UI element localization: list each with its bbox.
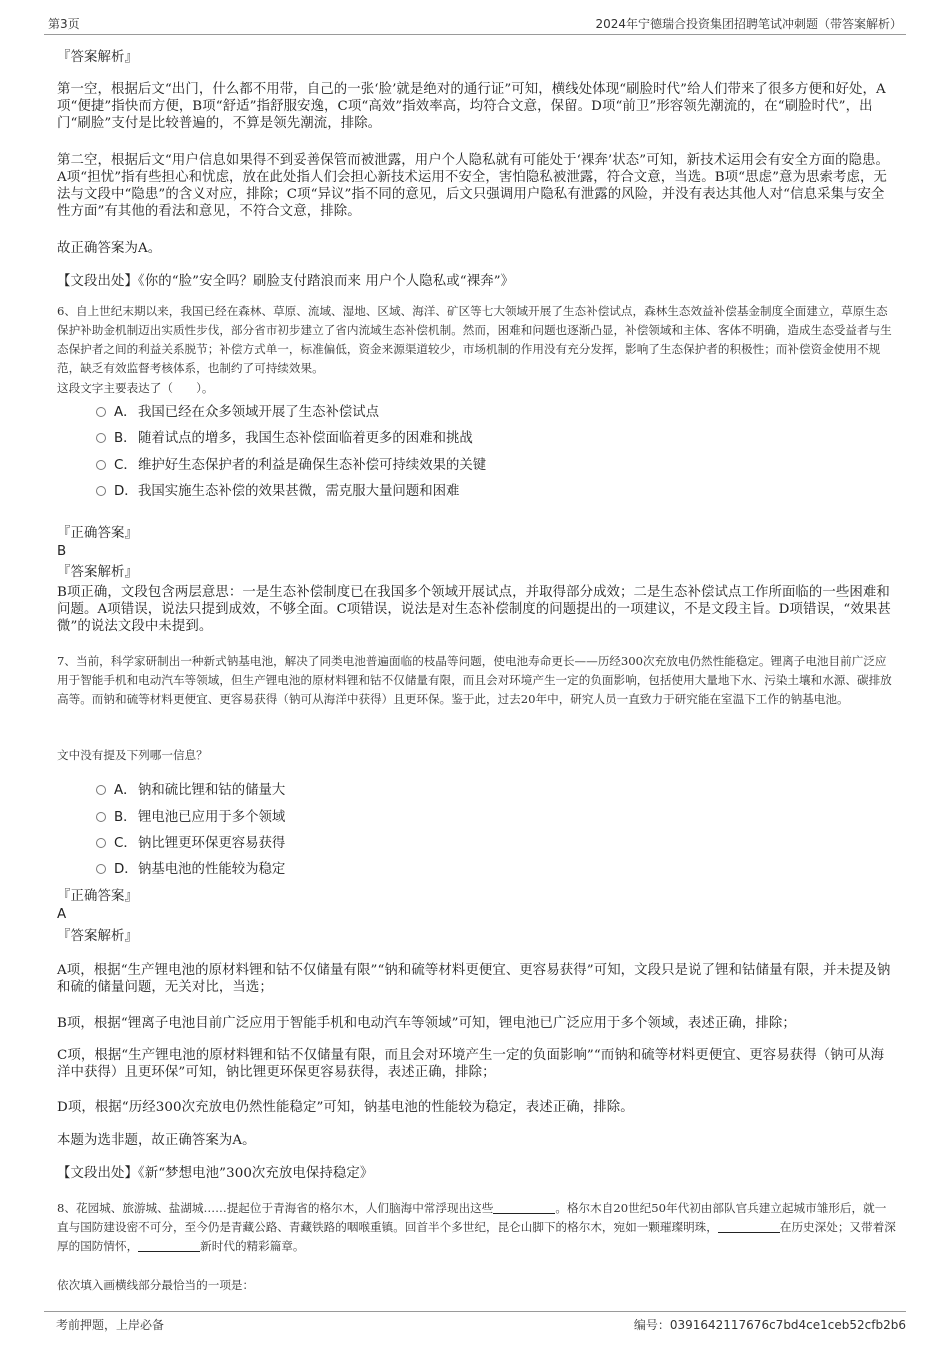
q7-analysis-a: A项，根据“生产锂电池的原材料锂和钴不仅储量有限”“钠和硫等材料更便宜、更容易获得”可知，文段只是说了锂和钴储量有限，并未提及钠和硫的储量问题，无关对比，当选； — [57, 963, 891, 995]
radio-icon[interactable] — [96, 407, 106, 417]
q5-analysis-p1: 第一空，根据后文“出门，什么都不用带，自己的一张‘脸’就是绝对的通行证”可知，横线处体现“刷脸时代”给人们带来了很多方便和好处，A项“便捷”指快而方便，B项“舒适”指舒服安逸，C项“高效”指效率高，均符合文意，保留。D项“前卫”形容领先潮流的，在“刷脸时代”，出门“刷脸”支付是比较普遍的，不算是领先潮流，排除。 — [57, 82, 886, 131]
q6-correct-answer: B — [57, 544, 67, 559]
q7-conclusion: 本题为选非题，故正确答案为A。 — [57, 1133, 256, 1148]
fill-blank-2 — [718, 1220, 780, 1233]
q7-option-a[interactable]: A．钠和硫比锂和钴的储量大 — [96, 782, 285, 800]
q7-correct-label: 『正确答案』 — [57, 889, 138, 904]
q7-option-d[interactable]: D．钠基电池的性能较为稳定 — [96, 861, 285, 879]
fill-blank-1 — [493, 1201, 555, 1214]
document-title: 2024年宁德瑞合投资集团招聘笔试冲刺题（带答案解析） — [595, 17, 902, 31]
q5-analysis-p2: 第二空，根据后文“用户信息如果得不到妥善保管而被泄露，用户个人隐私就有可能处于‘裸奔’状态”可知，新技术运用会有安全方面的隐患。A项“担忧”指有些担心和忧虑，放在此处指人们会担心新技术运用不安全，害怕隐私被泄露，符合文意，当选。B项“思虑”意为思索考虑，无法与文段中“隐患”的含义对应，排除；C项“异议”指不同的意见，后文只强调用户隐私有泄露的风险，并没有表达其他人对“信息采集与安全性方面”有其他的看法和意见，不符合文意，排除。 — [57, 153, 890, 219]
radio-icon[interactable] — [96, 433, 106, 443]
page-header — [44, 12, 906, 35]
q8-question: 依次填入画横线部分最恰当的一项是： — [57, 1278, 255, 1292]
radio-icon[interactable] — [96, 785, 106, 795]
page-footer — [44, 1311, 906, 1336]
q6-analysis: B项正确，文段包含两层意思：一是生态补偿制度已在我国多个领域开展试点，并取得部分成效；二是生态补偿试点工作所面临的一些困难和问题。A项错误，说法只提到成效，不够全面。C项错误，说法是对生态补偿制度的问题提出的一项建议，不是文段主旨。D项错误，“效果甚微”的说法文段中未提到。 — [57, 585, 891, 634]
q8-stem: 8、花园城、旅游城、盐湖城……提起位于青海省的格尔木，人们脑海中常浮现出这些 。格尔木自20世纪50年代初由部队官兵建立起城市雏形后，就一直与国防建设密不可分，至今仍是青藏公路、青藏铁路的咽喉重镇。回首半个多世纪，昆仑山脚下的格尔木，宛如一颗璀璨明珠， 在历史深处；又带着深厚的国防情怀， 新时代的精彩篇章。 — [57, 1201, 896, 1253]
radio-icon[interactable] — [96, 460, 106, 470]
q7-analysis-label: 『答案解析』 — [57, 929, 138, 944]
q6-option-d[interactable]: D．我国实施生态补偿的效果甚微，需克服大量问题和困难 — [96, 483, 459, 501]
document-code: 编号：0391642117676c7bd4ce1ceb52cfb2b6 — [633, 1318, 906, 1332]
q5-source: 【文段出处】《你的“脸”安全吗？刷脸支付踏浪而来 用户个人隐私或“裸奔”》 — [57, 274, 515, 289]
q7-analysis-d: D项，根据“历经300次充放电仍然性能稳定”可知，钠基电池的性能较为稳定，表述正确，排除。 — [57, 1100, 634, 1115]
q6-option-b[interactable]: B．随着试点的增多，我国生态补偿面临着更多的困难和挑战 — [96, 430, 473, 448]
q7-option-b[interactable]: B．锂电池已应用于多个领域 — [96, 809, 285, 827]
q6-correct-label: 『正确答案』 — [57, 526, 138, 541]
q7-analysis-b: B项，根据“锂离子电池目前广泛应用于智能手机和电动汽车等领域”可知，锂电池已广泛应用于多个领域，表述正确，排除； — [57, 1016, 796, 1031]
radio-icon[interactable] — [96, 838, 106, 848]
q6-stem: 6、自上世纪末期以来，我国已经在森林、草原、流域、湿地、区域、海洋、矿区等七大领域开展了生态补偿试点，森林生态效益补偿基金制度全面建立，草原生态保护补助金机制迈出实质性步伐，部分省市初步建立了省内流域生态补偿机制。然而，困难和问题也逐渐凸显，补偿领域和主体、客体不明确，造成生态受益者与生态保护者之间的利益关系脱节；补偿方式单一，标准偏低，资金来源渠道较少，市场机制的作用没有充分发挥，影响了生态保护者的积极性；而补偿资金使用不规范，缺乏有效监督考核体系，也制约了可持续效果。 — [57, 304, 892, 375]
page-number: 第3页 — [48, 17, 80, 31]
fill-blank-3 — [138, 1239, 200, 1252]
q7-source: 【文段出处】《新“梦想电池”300次充放电保持稳定》 — [57, 1166, 374, 1181]
q5-conclusion: 故正确答案为A。 — [57, 241, 162, 256]
q6-question: 这段文字主要表达了（ ）。 — [57, 381, 214, 395]
footer-slogan: 考前押题，上岸必备 — [56, 1318, 165, 1332]
q6-option-c[interactable]: C．维护好生态保护者的利益是确保生态补偿可持续效果的关键 — [96, 457, 486, 475]
q5-analysis-label: 『答案解析』 — [57, 50, 138, 65]
q6-option-a[interactable]: A．我国已经在众多领域开展了生态补偿试点 — [96, 404, 379, 422]
q7-stem: 7、当前，科学家研制出一种新式钠基电池，解决了同类电池普遍面临的枝晶等问题，使电池寿命更长——历经300次充放电仍然性能稳定。锂离子电池目前广泛应用于智能手机和电动汽车等领域，但生产锂电池的原材料锂和钴不仅储量有限，而且会对环境产生一定的负面影响，包括使用大量地下水、污染土壤和水源、碳排放高等。而钠和硫等材料更便宜、更容易获得（钠可从海洋中获得）且更环保。鉴于此，过去20年中，研究人员一直致力于研究能在室温下工作的钠基电池。 — [57, 654, 892, 706]
q7-question: 文中没有提及下列哪一信息？ — [57, 748, 208, 762]
radio-icon[interactable] — [96, 486, 106, 496]
q6-analysis-label: 『答案解析』 — [57, 565, 138, 580]
q7-analysis-c: C项，根据“生产锂电池的原材料锂和钴不仅储量有限，而且会对环境产生一定的负面影响”“而钠和硫等材料更便宜、更容易获得（钠可从海洋中获得）且更环保”可知，钠比锂更环保更容易获得，表述正确，排除； — [57, 1048, 885, 1080]
radio-icon[interactable] — [96, 812, 106, 822]
q7-correct-answer: A — [57, 907, 67, 922]
q7-option-c[interactable]: C．钠比锂更环保更容易获得 — [96, 835, 285, 853]
radio-icon[interactable] — [96, 864, 106, 874]
